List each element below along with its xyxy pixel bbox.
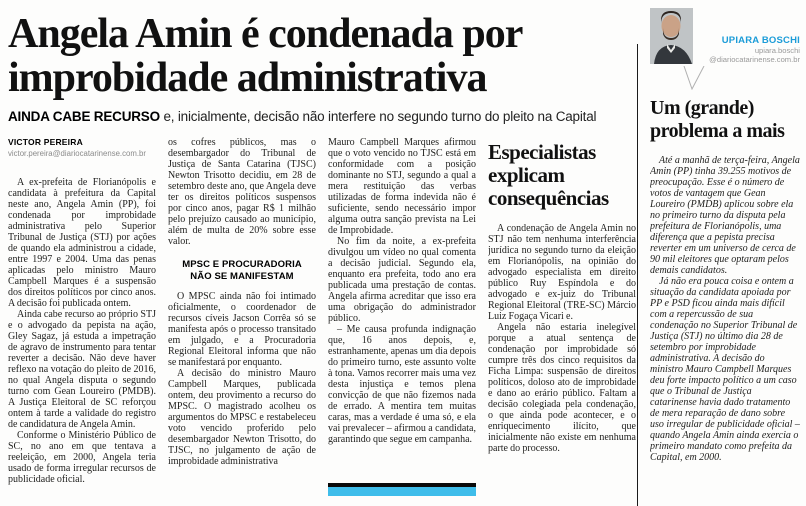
paragraph: – Me causa profunda indignação que, 16 anos depois, e, estranhamente, apenas um dia depois do primeiro turno, este assunto volte à tona. Vamos recorrer mais uma vez desta injustiça e temos plena convicção de que não fizemos nada de errado. A mentira tem muitas caras, mas a verdade é uma só, e ela vai prevalecer – afirmou a candidata, garantindo que segue em campanha. xyxy=(328,324,476,445)
columnist-email-user: upiara.boschi xyxy=(754,46,800,55)
paragraph: os cofres públicos, mas o desembargador do Tribunal de Justiça de Santa Catarina (TJSC) Newton Trisotto decidiu, em 28 de setembro deste ano, que Angela deve ter os direitos políticos suspensos por cinco anos, pagar R$ 1 milhão pelo prejuízo causado ao município, além de multa de 20% sobre esse valor. xyxy=(168,137,316,247)
body-column-2 xyxy=(168,137,316,496)
paragraph: No fim da noite, a ex-prefeita divulgou um vídeo no qual comenta a decisão judicial. Segundo ela, enquanto era prefeita, todo ano era publicada uma prestação de contas. Angela afirma acreditar que isso era uma obrigação do administrador público. xyxy=(328,236,476,324)
deck-kicker: AINDA CABE RECURSO xyxy=(8,109,160,124)
body-column-3 xyxy=(328,137,476,496)
opinion-headline: Um (grande) problema a mais xyxy=(650,97,785,142)
paragraph: A condenação de Angela Amin no STJ não tem nenhuma interferência jurídica no segundo turno da eleição em Florianópolis, na opinião do advogado especialista em direito público Ruy Espíndola e do advogado e ex-juiz do Tribunal Regional Eleitoral (TRE-SC) Márcio Luiz Fogaça Vicari e. xyxy=(488,223,636,322)
paragraph: Angela não estaria inelegível porque a atual sentença de condenação por improbidade só cumpre três dos cinco requisitos da Ficha Limpa: suspensão de direitos políticos, doloso ato de improbidade e dano ao erário público. Faltam a decisão colegiada pela condenação, o que ainda pode acontecer, e o enriquecimento ilícito, que inicialmente não existe em nenhuma parte do processo. xyxy=(488,322,636,454)
paragraph: O MPSC ainda não foi intimado oficialmente, o coordenador de recursos cíveis Jacson Corrêa só se manifesta após o processo transitado em julgado, e a Procuradoria Regional Eleitoral informa que não se manifestará por enquanto. xyxy=(168,291,316,368)
paragraph: A ex-prefeita de Florianópolis e candidata à prefeitura da Capital neste ano, Angela Amin (PP), foi condenada por improbidade administrativa pelo Superior Tribunal de Justiça (STJ) por ações de quando ela administrou a cidade, entre 1997 e 2004. Uma das penas aplicadas pelo ministro Mauro Campbell Marques é a suspensão dos direitos políticos por cinco anos. A decisão foi publicada ontem. xyxy=(8,177,156,309)
paragraph: A decisão do ministro Mauro Campbell Marques, publicada ontem, deu provimento a recurso do MPSC. O magistrado acolheu os argumentos do MPSC e restabeleceu voto vencido proferido pelo desembargador Newton Trisotto, do TJSC, no julgamento de ação de improbidade administrativa xyxy=(168,368,316,467)
columnist-photo xyxy=(650,8,693,64)
opinion-body xyxy=(650,155,800,463)
speech-bubble-tail xyxy=(678,66,718,90)
deck-text: e, inicialmente, decisão não interfere no segundo turno do pleito na Capital xyxy=(159,109,597,124)
columnist-email-domain: @diariocatarinense.com.br xyxy=(709,55,800,64)
opinion-paragraph: Até a manhã de terça-feira, Angela Amin (PP) tinha 39.255 motivos de preocupação. Esse é o número de votos de vantagem que Gean Loureiro (PMDB) aplicou sobre ela no primeiro turno da disputa pela prefeitura de Florianópolis, uma diferença que a pepista precisa reverter em um universo de cerca de 90 mil eleitores que optaram pelos demais candidatos. xyxy=(650,155,800,276)
article-headline: Angela Amin é condenada por improbidade administrativa xyxy=(8,11,522,101)
media-strip-cyan-bar xyxy=(328,487,476,496)
sidebar-column xyxy=(488,137,636,496)
section-crosshead: MPSC E PROCURADORIA NÃO SE MANIFESTAM xyxy=(182,259,302,282)
columnist-header xyxy=(650,8,800,66)
byline-author: VICTOR PEREIRA xyxy=(8,137,83,147)
embedded-media-top-edge xyxy=(328,483,476,496)
paragraph: Ainda cabe recurso ao próprio STJ e o advogado da pepista na ação, Gley Sagaz, já estuda a impetração de agravo de instrumento para tentar reverter a decisão. Não deve haver reflexo na votação do pleito de 2016, no qual Angela disputa o segundo turno com Gean Loureiro (PMDB). A Justiça Eleitoral de SC reforçou ontem à tarde a validade do registro de candidatura de Angela Amin. xyxy=(8,309,156,430)
body-column-1 xyxy=(8,137,156,496)
columnist-id-block xyxy=(693,35,800,66)
paragraph: Conforme o Ministério Público de SC, no ano em que tentava a reeleição, em 2000, Angela teria usado de forma irregular recursos de publicidade oficial. xyxy=(8,430,156,485)
opinion-paragraph: Já não era pouca coisa e ontem a situação da candidata apoiada por PP e PSD ficou ainda mais difícil com a repercussão de sua condenação no Superior Tribunal de Justiça (STJ) no último dia 28 de setembro por improbidade administrativa. A decisão do ministro Mauro Campbell Marques deu forte impacto político a um caso que o Tribunal de Justiça catarinense havia dado tratamento de mera reparação de dano sobre uso irregular de publicidade oficial – quando Angela Amin ainda exercia o primeiro mandato como prefeita da Capital, em 2000. xyxy=(650,276,800,463)
columnist-name: UPIARA BOSCHI xyxy=(721,35,800,46)
byline-email: victor.pereira@diariocatarinense.com.br xyxy=(8,149,146,158)
columnist-portrait-graphic xyxy=(650,8,693,64)
sidebar-headline: Especialistas explicam consequências xyxy=(488,140,609,210)
article-deck xyxy=(8,109,636,124)
main-article xyxy=(8,0,636,506)
column-divider-rule xyxy=(637,44,638,506)
paragraph: Mauro Campbell Marques afirmou que o voto vencido no TJSC está em conformidade com a posição dominante no STJ, segundo a qual a mera restituição das verbas utilizadas de forma indevida não é suficiente, sendo necessário impor alguma outra sanção prevista na Lei de Improbidade. xyxy=(328,137,476,236)
article-columns xyxy=(8,137,636,496)
opinion-column xyxy=(650,0,800,506)
